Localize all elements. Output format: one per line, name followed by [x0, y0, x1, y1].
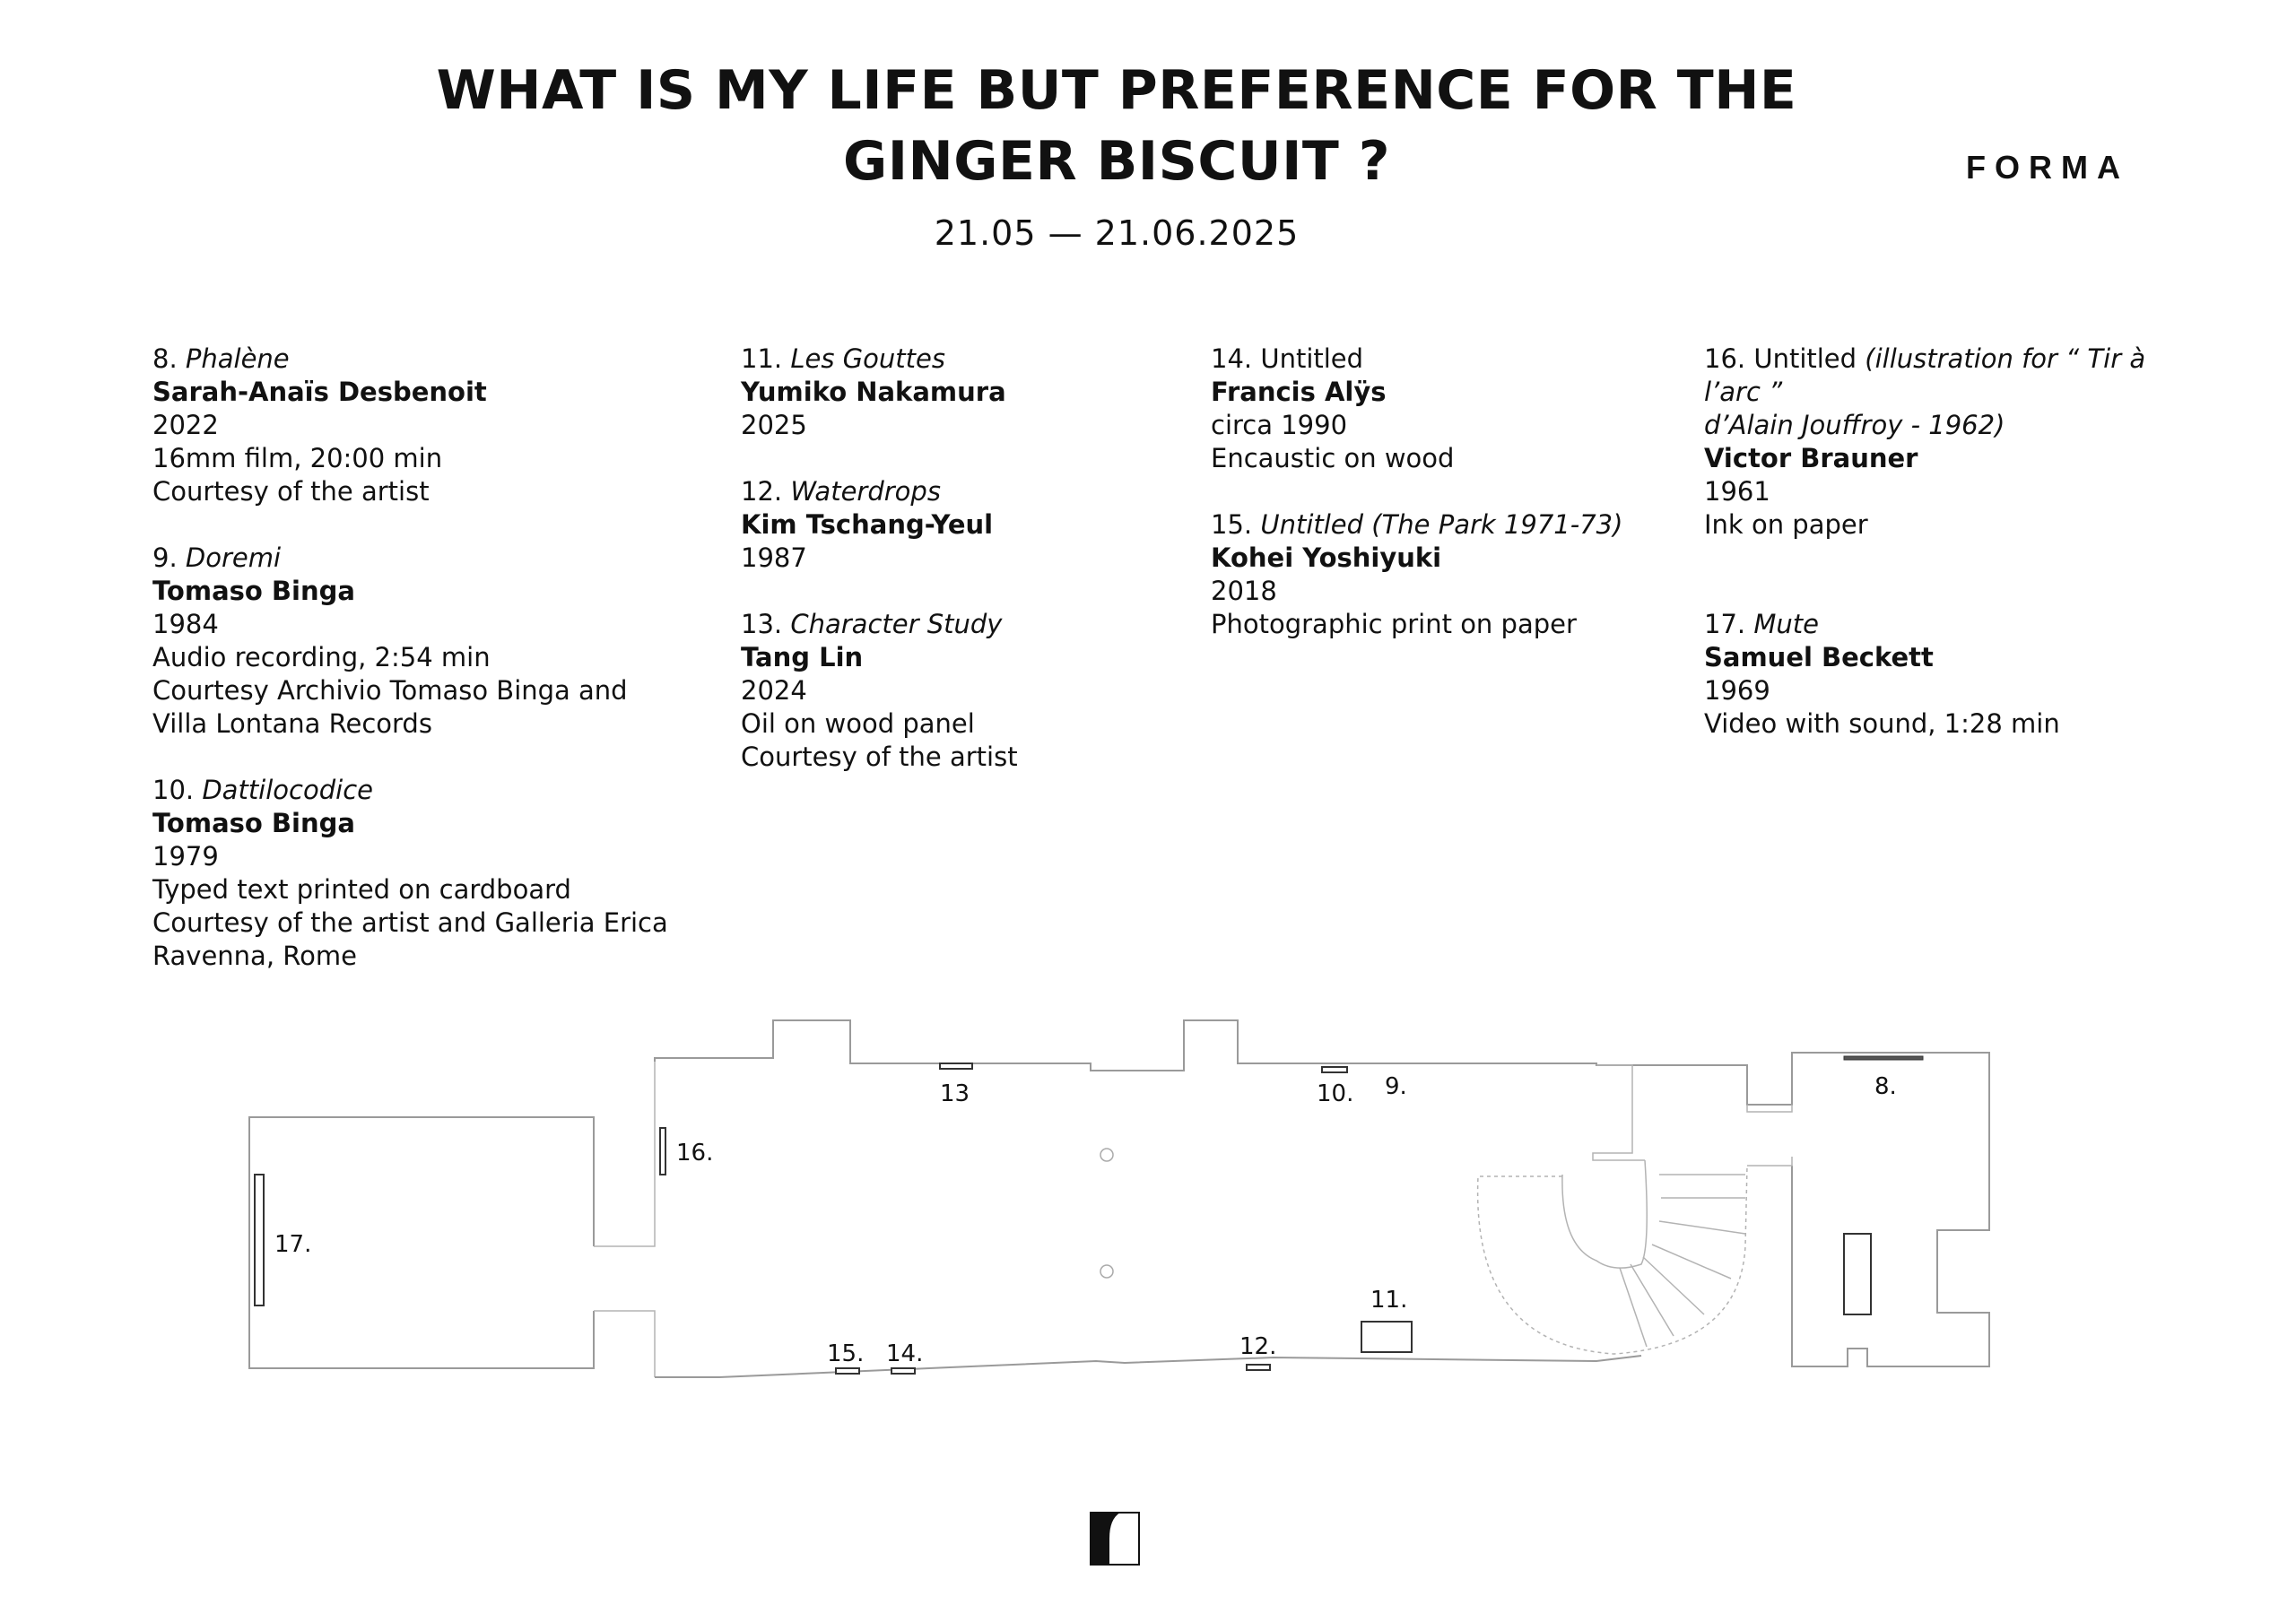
work-subtitle-cont: d’Alain Jouffroy - 1962): [1704, 410, 2005, 440]
work-courtesy: Courtesy Archivio Tomaso Binga and: [152, 675, 628, 706]
work-year: 1984: [152, 609, 219, 639]
work-year: 2025: [741, 410, 807, 440]
floor-plan-work-16: [660, 1128, 665, 1175]
work-year: 1969: [1704, 675, 1770, 706]
work-number: 15.: [1211, 509, 1253, 540]
floor-plan-stair-rail: [1747, 1105, 1792, 1112]
work-courtesy-cont: Villa Lontana Records: [152, 708, 432, 739]
floor-plan-step: [1659, 1221, 1745, 1234]
work-title: Waterdrops: [790, 476, 941, 507]
floor-plan-column: [1100, 1149, 1113, 1161]
work-courtesy: Courtesy of the artist and Galleria Erica: [152, 907, 668, 938]
floor-plan-step: [1652, 1245, 1731, 1279]
work-title: Mute: [1753, 609, 1819, 639]
forma-logo-mark-icon: [1090, 1512, 1140, 1566]
floor-plan-passage: [594, 1062, 655, 1246]
work-year: 2018: [1211, 576, 1277, 606]
plan-label-10: 10.: [1317, 1080, 1354, 1107]
work-artist: Sarah-Anaïs Desbenoit: [152, 377, 487, 407]
work-courtesy-cont: Ravenna, Rome: [152, 941, 357, 971]
floor-plan-column: [1100, 1265, 1113, 1278]
work-year: 2024: [741, 675, 807, 706]
work-artist: Kim Tschang-Yeul: [741, 509, 994, 540]
work-title: Untitled (The Park 1971-73): [1260, 509, 1623, 540]
work-title: Dattilocodice: [202, 775, 373, 805]
work-number: 13.: [741, 609, 783, 639]
plan-label-14: 14.: [886, 1340, 924, 1367]
floor-plan-passage: [594, 1311, 655, 1377]
plan-label-13: 13: [940, 1080, 970, 1107]
work-medium: Audio recording, 2:54 min: [152, 642, 491, 672]
work-title: Untitled: [1753, 343, 1857, 374]
floor-plan-stair-rail: [1593, 1065, 1645, 1160]
plan-label-15: 15.: [827, 1340, 865, 1367]
plan-label-16: 16.: [676, 1140, 714, 1167]
forma-logo-text: FORMA: [1966, 149, 2129, 186]
work-artist: Kohei Yoshiyuki: [1211, 542, 1442, 573]
work-title: Untitled: [1260, 343, 1364, 374]
work-title: Character Study: [790, 609, 1003, 639]
work-medium: Video with sound, 1:28 min: [1704, 708, 2060, 739]
work-artist: Tang Lin: [741, 642, 864, 672]
work-number: 17.: [1704, 609, 1746, 639]
work-artist: Tomaso Binga: [152, 576, 355, 606]
work-number: 11.: [741, 343, 783, 374]
work-medium: Photographic print on paper: [1211, 609, 1577, 639]
title-line-2: GINGER BISCUIT ?: [842, 130, 1391, 193]
floor-plan-staircase-arc: [1478, 1166, 1747, 1354]
floor-plan-work-14: [891, 1368, 915, 1374]
work-courtesy: Courtesy of the artist: [741, 742, 1018, 772]
work-year: 1961: [1704, 476, 1770, 507]
floor-plan-step: [1643, 1257, 1704, 1314]
floor-plan-work-10: [1322, 1067, 1347, 1072]
work-medium: Ink on paper: [1704, 509, 1868, 540]
work-year: circa 1990: [1211, 410, 1348, 440]
work-title: Les Gouttes: [790, 343, 945, 374]
plan-label-12: 12.: [1239, 1333, 1277, 1360]
work-artist: Yumiko Nakamura: [741, 377, 1006, 407]
floor-plan-work-13: [940, 1063, 972, 1069]
floor-plan-work-17: [255, 1175, 264, 1305]
work-artist: Tomaso Binga: [152, 808, 355, 838]
work-number: 8.: [152, 343, 178, 374]
work-year: 1979: [152, 841, 219, 872]
floor-plan-work-15: [836, 1368, 859, 1374]
plan-label-11: 11.: [1370, 1287, 1408, 1314]
work-subtitle: (illustration for “ Tir à: [1865, 343, 2146, 374]
title-line-1: WHAT IS MY LIFE BUT PREFERENCE FOR THE: [436, 59, 1797, 122]
work-number: 10.: [152, 775, 195, 805]
floor-plan-work-11: [1361, 1322, 1412, 1352]
floor-plan-step: [1631, 1264, 1674, 1336]
work-medium: Typed text printed on cardboard: [152, 874, 571, 905]
plan-label-17: 17.: [274, 1231, 312, 1258]
floor-plan-work-8: [1844, 1056, 1923, 1060]
work-title: Doremi: [185, 542, 282, 573]
work-year: 2022: [152, 410, 219, 440]
floor-plan-work-12: [1247, 1365, 1270, 1370]
work-number: 9.: [152, 542, 178, 573]
work-medium: 16mm film, 20:00 min: [152, 443, 443, 473]
work-title: Phalène: [185, 343, 290, 374]
work-year: 1987: [741, 542, 807, 573]
work-courtesy: Courtesy of the artist: [152, 476, 430, 507]
work-number: 12.: [741, 476, 783, 507]
floor-plan-staircase: [1562, 1160, 1647, 1268]
floor-plan-step: [1620, 1268, 1647, 1347]
work-subtitle-cont: l’arc ”: [1704, 377, 1783, 407]
work-medium: Encaustic on wood: [1211, 443, 1455, 473]
work-number: 14.: [1211, 343, 1253, 374]
floor-plan-wall-bottom: [655, 1356, 1641, 1377]
work-artist: Francis Alÿs: [1211, 377, 1387, 407]
work-number: 16.: [1704, 343, 1746, 374]
floor-plan-furniture: [1844, 1234, 1871, 1314]
work-medium: Oil on wood panel: [741, 708, 975, 739]
plan-label-8: 8.: [1874, 1073, 1897, 1100]
work-artist: Victor Brauner: [1704, 443, 1918, 473]
floor-plan-stair-rail: [1747, 1157, 1792, 1166]
work-artist: Samuel Beckett: [1704, 642, 1934, 672]
plan-label-9: 9.: [1385, 1073, 1407, 1100]
exhibition-dates: 21.05 — 21.06.2025: [934, 213, 1300, 253]
